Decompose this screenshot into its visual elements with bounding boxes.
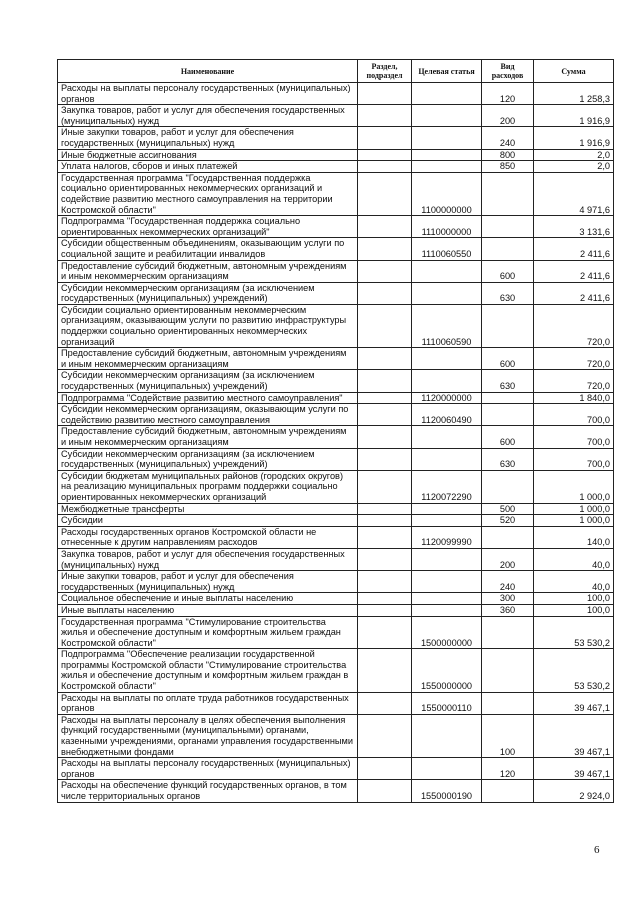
row-name: Закупка товаров, работ и услуг для обеспечения государственных (муниципальных) нужд [58,105,358,127]
row-section [358,172,412,215]
row-expense-type: 120 [482,83,534,105]
row-expense-type [482,692,534,714]
row-target-article [412,105,482,127]
row-target-article: 1550000190 [412,780,482,802]
row-section [358,149,412,161]
header-expense-type: Вид расходов [482,60,534,83]
row-target-article [412,282,482,304]
table-row [58,604,614,616]
row-sum: 100,0 [534,593,614,605]
row-section [358,548,412,570]
table-row [58,448,614,470]
row-expense-type: 600 [482,348,534,370]
row-section [358,448,412,470]
table-row [58,238,614,260]
row-name: Подпрограмма "Обеспечение реализации государственной программы Костромской области "Стимулирование строительства жилья и обеспечение доступным и комфортным жильем граждан в Костромской области" [58,649,358,692]
row-target-article [412,348,482,370]
row-section [358,470,412,503]
row-expense-type: 500 [482,503,534,515]
row-section [358,392,412,404]
header-section: Раздел, подраздел [358,60,412,83]
table-row [58,515,614,527]
row-sum: 3 131,6 [534,216,614,238]
table-row [58,649,614,692]
row-section [358,649,412,692]
row-sum: 39 467,1 [534,692,614,714]
row-section [358,238,412,260]
row-target-article [412,149,482,161]
table-row [58,526,614,548]
row-expense-type: 800 [482,149,534,161]
row-name: Предоставление субсидий бюджетным, автономным учреждениям и иным некоммерческим организациям [58,260,358,282]
row-expense-type: 850 [482,161,534,173]
row-section [358,515,412,527]
row-target-article: 1500000000 [412,616,482,649]
row-expense-type: 200 [482,105,534,127]
row-name: Межбюджетные трансферты [58,503,358,515]
header-name: Наименование [58,60,358,83]
table-row [58,260,614,282]
row-expense-type: 200 [482,548,534,570]
table-row [58,370,614,392]
row-target-article [412,370,482,392]
row-target-article [412,260,482,282]
row-target-article [412,127,482,149]
row-section [358,83,412,105]
row-name: Иные выплаты населению [58,604,358,616]
row-expense-type: 630 [482,370,534,392]
row-name: Предоставление субсидий бюджетным, автономным учреждениям и иным некоммерческим организациям [58,348,358,370]
row-target-article: 1110060550 [412,238,482,260]
row-name: Предоставление субсидий бюджетным, автономным учреждениям и иным некоммерческим организациям [58,426,358,448]
row-name: Подпрограмма "Государственная поддержка социально ориентированных некоммерческих организаций" [58,216,358,238]
row-expense-type: 520 [482,515,534,527]
budget-table [57,59,614,803]
table-row [58,83,614,105]
row-expense-type [482,392,534,404]
row-name: Субсидии общественным объединениям, оказывающим услуги по социальной защите и реабилитации инвалидов [58,238,358,260]
table-row [58,758,614,780]
row-section [358,216,412,238]
table-row [58,392,614,404]
row-expense-type: 240 [482,571,534,593]
row-section [358,780,412,802]
table-row [58,503,614,515]
row-section [358,370,412,392]
row-target-article [412,503,482,515]
header-target-article: Целевая статья [412,60,482,83]
row-expense-type [482,649,534,692]
row-expense-type: 600 [482,260,534,282]
row-section [358,692,412,714]
row-section [358,604,412,616]
row-expense-type [482,304,534,347]
row-name: Уплата налогов, сборов и иных платежей [58,161,358,173]
row-sum: 100,0 [534,604,614,616]
table-row [58,105,614,127]
row-target-article: 1110060590 [412,304,482,347]
row-name: Социальное обеспечение и иные выплаты населению [58,593,358,605]
row-section [358,714,412,757]
row-name: Субсидии некоммерческим организациям (за исключением государственных (муниципальных) учреждений) [58,448,358,470]
row-expense-type: 100 [482,714,534,757]
row-sum: 1 916,9 [534,105,614,127]
table-row [58,470,614,503]
row-name: Субсидии [58,515,358,527]
row-sum: 2,0 [534,149,614,161]
row-sum: 40,0 [534,548,614,570]
row-section [358,105,412,127]
row-sum: 39 467,1 [534,758,614,780]
table-row [58,172,614,215]
row-sum: 2 924,0 [534,780,614,802]
row-target-article [412,83,482,105]
row-expense-type: 240 [482,127,534,149]
row-expense-type: 630 [482,282,534,304]
row-target-article: 1110000000 [412,216,482,238]
row-expense-type: 630 [482,448,534,470]
row-target-article [412,604,482,616]
row-target-article [412,548,482,570]
row-section [358,127,412,149]
table-row [58,714,614,757]
row-target-article [412,714,482,757]
row-expense-type [482,780,534,802]
table-header-row [58,60,614,83]
row-sum: 720,0 [534,348,614,370]
row-name: Закупка товаров, работ и услуг для обеспечения государственных (муниципальных) нужд [58,548,358,570]
row-sum: 4 971,6 [534,172,614,215]
row-section [358,348,412,370]
row-name: Субсидии некоммерческим организациям (за исключением государственных (муниципальных) учреждений) [58,370,358,392]
table-row [58,161,614,173]
row-name: Расходы на обеспечение функций государственных органов, в том числе территориальных органов [58,780,358,802]
table-row [58,616,614,649]
row-expense-type [482,404,534,426]
row-expense-type [482,526,534,548]
row-target-article [412,515,482,527]
row-sum: 1 000,0 [534,503,614,515]
table-row [58,692,614,714]
row-target-article: 1550000000 [412,649,482,692]
table-row [58,548,614,570]
row-name: Расходы государственных органов Костромской области не отнесенные к другим направлениям расходов [58,526,358,548]
row-expense-type [482,172,534,215]
table-row [58,780,614,802]
row-name: Расходы на выплаты по оплате труда работников государственных органов [58,692,358,714]
row-sum: 53 530,2 [534,616,614,649]
row-sum: 1 000,0 [534,470,614,503]
row-name: Подпрограмма "Содействие развитию местного самоуправления" [58,392,358,404]
row-name: Иные бюджетные ассигнования [58,149,358,161]
row-expense-type: 360 [482,604,534,616]
row-expense-type [482,616,534,649]
row-section [358,758,412,780]
table-row [58,426,614,448]
table-row [58,571,614,593]
row-target-article: 1120072290 [412,470,482,503]
row-sum: 1 000,0 [534,515,614,527]
row-target-article [412,426,482,448]
budget-page [57,59,614,803]
row-section [358,260,412,282]
row-sum: 700,0 [534,404,614,426]
row-name: Расходы на выплаты персоналу государственных (муниципальных) органов [58,758,358,780]
row-sum: 1 916,9 [534,127,614,149]
row-sum: 2,0 [534,161,614,173]
row-name: Иные закупки товаров, работ и услуг для обеспечения государственных (муниципальных) нужд [58,571,358,593]
table-row [58,348,614,370]
row-sum: 700,0 [534,426,614,448]
row-target-article: 1120060490 [412,404,482,426]
row-target-article: 1100000000 [412,172,482,215]
row-name: Государственная программа "Стимулирование строительства жилья и обеспечение доступным и комфортным жильем граждан Костромской области" [58,616,358,649]
header-sum: Сумма [534,60,614,83]
row-sum: 720,0 [534,304,614,347]
row-target-article [412,448,482,470]
table-row [58,593,614,605]
row-sum: 140,0 [534,526,614,548]
page-number: 6 [594,844,600,856]
row-section [358,426,412,448]
row-section [358,282,412,304]
row-target-article: 1120000000 [412,392,482,404]
row-name: Расходы на выплаты персоналу государственных (муниципальных) органов [58,83,358,105]
row-expense-type [482,470,534,503]
row-section [358,526,412,548]
row-name: Субсидии некоммерческим организациям, оказывающим услуги по содействию развитию местного самоуправления [58,404,358,426]
row-sum: 2 411,6 [534,260,614,282]
row-expense-type [482,238,534,260]
table-row [58,304,614,347]
row-sum: 1 258,3 [534,83,614,105]
row-section [358,404,412,426]
row-sum: 2 411,6 [534,238,614,260]
table-row [58,282,614,304]
row-target-article [412,161,482,173]
row-target-article: 1550000110 [412,692,482,714]
row-name: Субсидии некоммерческим организациям (за исключением государственных (муниципальных) учреждений) [58,282,358,304]
row-section [358,593,412,605]
row-name: Субсидии социально ориентированным некоммерческим организациям, оказывающим услуги по развитию инфраструктуры поддержки социально ориентированных некоммерческих организаций [58,304,358,347]
row-expense-type: 600 [482,426,534,448]
row-name: Государственная программа "Государственная поддержка социально ориентированных некоммерческих организаций и содействие развитию местного самоуправления на территории Костромской области" [58,172,358,215]
table-row [58,404,614,426]
row-section [358,571,412,593]
row-expense-type: 300 [482,593,534,605]
row-section [358,304,412,347]
row-sum: 53 530,2 [534,649,614,692]
table-row [58,149,614,161]
row-sum: 720,0 [534,370,614,392]
table-row [58,216,614,238]
row-name: Субсидии бюджетам муниципальных районов (городских округов) на реализацию муниципальных программ поддержки социально ориентированных некоммерческих организаций [58,470,358,503]
row-sum: 700,0 [534,448,614,470]
row-sum: 1 840,0 [534,392,614,404]
row-section [358,161,412,173]
row-target-article [412,758,482,780]
row-expense-type: 120 [482,758,534,780]
row-name: Иные закупки товаров, работ и услуг для обеспечения государственных (муниципальных) нужд [58,127,358,149]
row-target-article: 1120099990 [412,526,482,548]
row-expense-type [482,216,534,238]
row-sum: 2 411,6 [534,282,614,304]
row-section [358,616,412,649]
table-row [58,127,614,149]
row-sum: 39 467,1 [534,714,614,757]
row-target-article [412,593,482,605]
row-target-article [412,571,482,593]
row-section [358,503,412,515]
row-sum: 40,0 [534,571,614,593]
row-name: Расходы на выплаты персоналу в целях обеспечения выполнения функций государственными (муниципальными) органами, казенными учреждениями, органами управления государственными внебюджетными фондами [58,714,358,757]
